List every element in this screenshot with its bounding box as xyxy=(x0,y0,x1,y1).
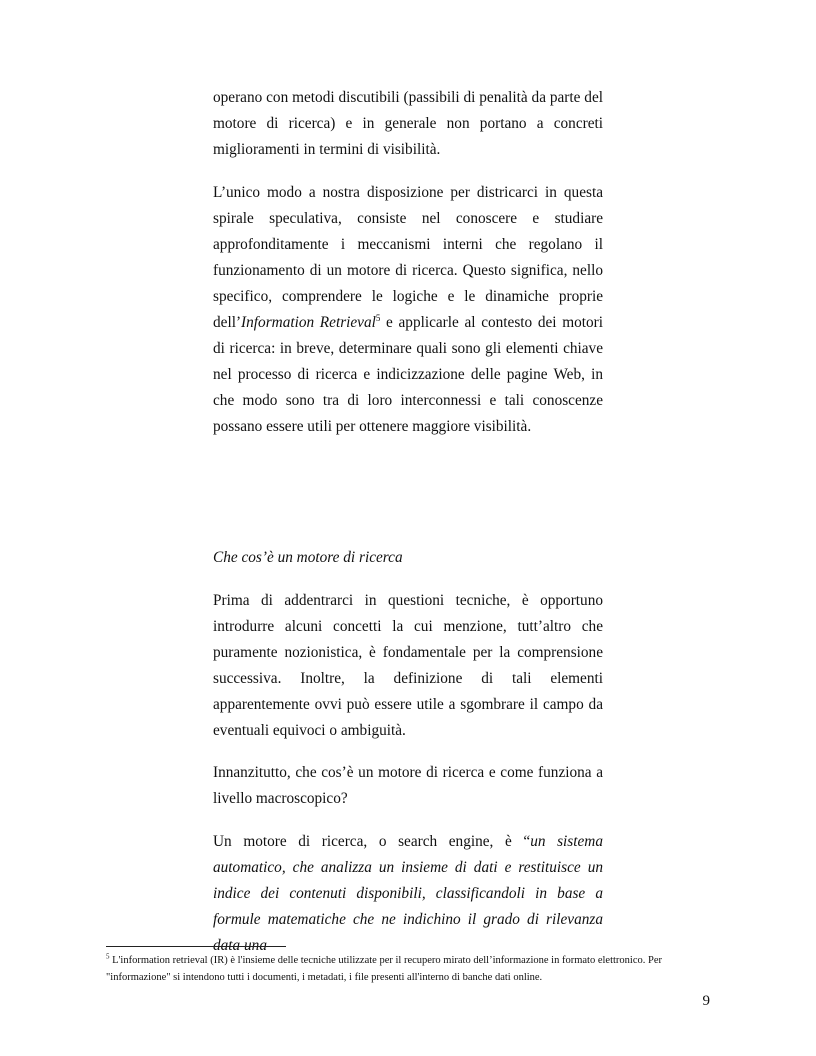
paragraph-2-before-term: L’unico modo a nostra disposizione per districarci in questa spirale speculativa, consiste nel conoscere e studiare approfonditamente i meccanismi interni che regolano il funzionamento di un motore di ricerca. Questo significa, nello specifico, comprendere le logiche e le dinamiche proprie dell’ xyxy=(213,184,603,331)
paragraph-1: operano con metodi discutibili (passibili di penalità da parte del motore di ricerca) e in generale non portano a concreti miglioramenti in termini di visibilità. xyxy=(213,89,603,158)
footnote-number: 5 xyxy=(106,952,110,961)
footnote-text: L'information retrieval (IR) è l'insieme delle tecniche utilizzate per il recupero mirato dell’informazione in formato elettronico. Per "informazione" si intendono tutti i documenti, i metadati, i file presenti all'interno di banche dati online. xyxy=(106,955,662,983)
footnote-separator xyxy=(106,946,286,947)
paragraph-2 xyxy=(213,180,603,440)
page-number: 9 xyxy=(702,993,710,1009)
information-retrieval-term: Information Retrieval xyxy=(241,314,376,331)
search-engine-definition-quote: un sistema automatico, che analizza un insieme di dati e restituisce un indice dei contenuti disponibili, classificandoli in base a formule matematiche che ne indichino il grado di rilevanza data una xyxy=(213,833,603,954)
paragraph-5-lead: Un motore di ricerca, o search engine, è “ xyxy=(213,833,531,850)
footnote xyxy=(106,952,710,986)
section-heading: Che cos’è un motore di ricerca xyxy=(213,549,403,566)
footnote-reference[interactable]: 5 xyxy=(375,312,381,323)
paragraph-5 xyxy=(213,829,603,959)
paragraph-4: Innanzitutto, che cos’è un motore di ricerca e come funziona a livello macroscopico? xyxy=(213,764,603,807)
paragraph-2-after-term: e applicarle al contesto dei motori di ricerca: in breve, determinare quali sono gli elementi chiave nel processo di ricerca e indicizzazione delle pagine Web, in che modo sono tra di loro interconnessi e tali conoscenze possano essere utili per ottenere maggiore visibilità. xyxy=(213,314,603,435)
paragraph-3: Prima di addentrarci in questioni tecniche, è opportuno introdurre alcuni concetti la cui menzione, tutt’altro che puramente nozionistica, è fondamentale per la comprensione successiva. Inoltre, la definizione di tali elementi apparentemente ovvi può essere utile a sgombrare il campo da eventuali equivoci o ambiguità. xyxy=(213,592,603,739)
